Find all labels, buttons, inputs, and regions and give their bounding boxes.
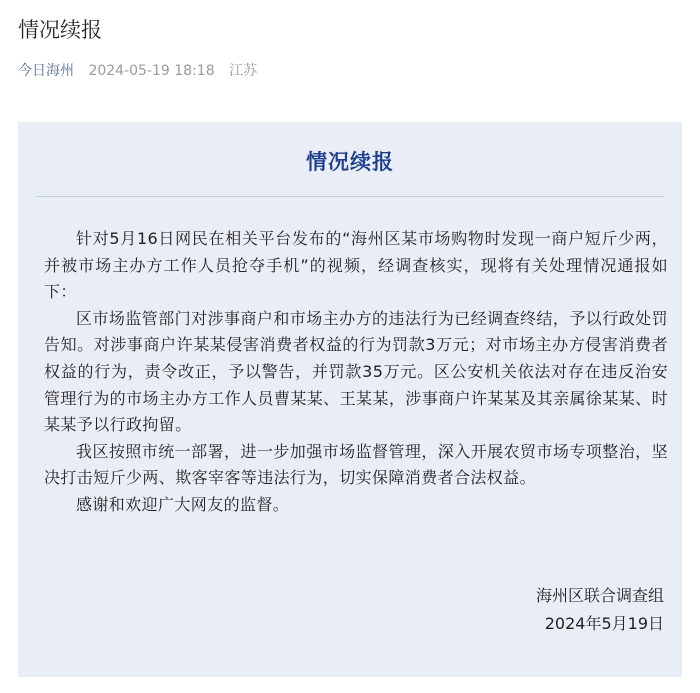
notice-divider bbox=[36, 196, 664, 197]
publish-time: 2024-05-19 18:18 bbox=[88, 63, 215, 79]
notice-paragraph: 针对5月16日网民在相关平台发布的“海州区某市场购物时发现一商户短斤少两，并被市场主办方工作人员抢夺手机”的视频，经调查核实，现将有关处理情况通报如下： bbox=[44, 229, 668, 302]
article-title: 情况续报 bbox=[18, 18, 102, 42]
notice-signer: 海州区联合调查组 bbox=[535, 586, 664, 605]
notice-heading: 情况续报 bbox=[306, 150, 394, 174]
source-account-link[interactable]: 今日海州 bbox=[18, 63, 74, 79]
article-meta bbox=[18, 60, 257, 82]
notice-paragraph: 区市场监管部门对涉事商户和市场主办方的违法行为已经调查终结，予以行政处罚告知。对涉事商户许某某侵害消费者权益的行为罚款3万元；对市场主办方侵害消费者权益的行为，责令改正，予以警告，并罚款35万元。区公安机关依法对存在违反治安管理行为的市场主办方工作人员曹某某、王某某，涉事商户许某某及其亲属徐某某、时某某予以行政拘留。 bbox=[44, 308, 668, 435]
notice-paragraph: 感谢和欢迎广大网友的监督。 bbox=[76, 494, 290, 514]
notice-body bbox=[44, 226, 668, 519]
notice-paragraph: 我区按照市统一部署，进一步加强市场监督管理，深入开展农贸市场专项整治，坚决打击短斤少两、欺客宰客等违法行为，切实保障消费者合法权益。 bbox=[44, 441, 668, 488]
notice-image bbox=[18, 122, 682, 677]
publish-region: 江苏 bbox=[229, 63, 258, 79]
notice-date: 2024年5月19日 bbox=[544, 614, 664, 633]
